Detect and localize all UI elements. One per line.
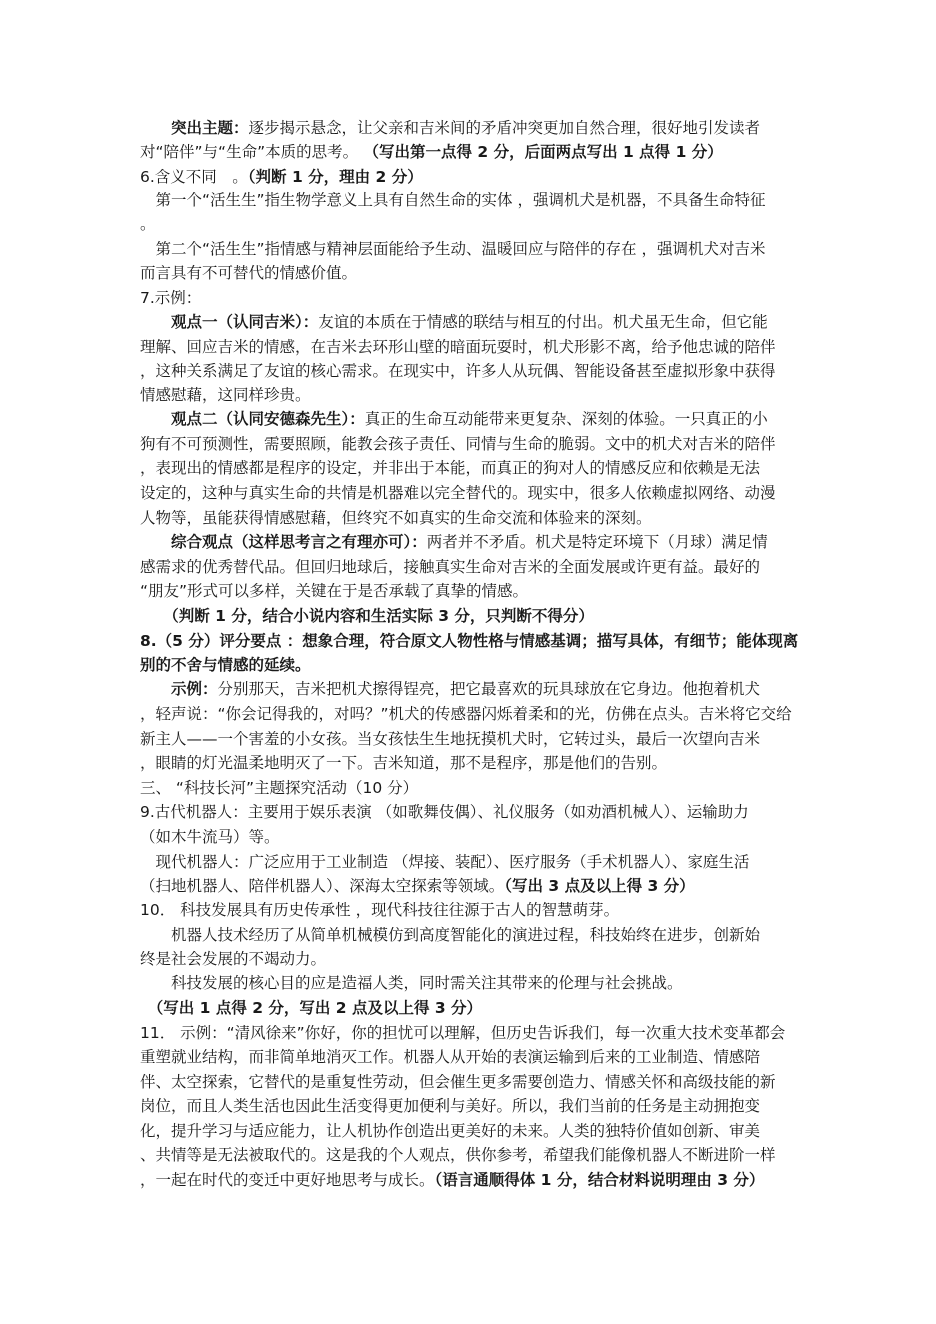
text-segment: 、共情等是无法被取代的。这是我的个人观点，供你参考，希望我们能像机器人不断进阶一样	[140, 1146, 776, 1164]
text-line	[140, 456, 800, 480]
text-line	[140, 359, 800, 383]
text-segment: （如木牛流马）等。	[140, 828, 280, 846]
text-segment: 真正的生命互动能带来更复杂、深刻的体验。一只真正的小	[364, 410, 768, 428]
text-segment: 。	[140, 215, 156, 233]
text-segment: 第一个“活生生”指生物学意义上具有自然生命的实体 ，强调机犬是机器，不具备生命特征	[140, 191, 766, 209]
text-line	[140, 1168, 800, 1192]
text-segment: 三、 “科技长河”主题探究活动（10 分）	[140, 779, 419, 797]
text-line	[140, 579, 800, 603]
bold-text-segment: （写出 3 点及以上得 3 分）	[504, 877, 695, 895]
text-line	[140, 261, 800, 285]
text-line	[140, 923, 800, 947]
text-line	[140, 751, 800, 775]
text-segment: 11． 示例：“清风徐来”你好，你的担忧可以理解，但历史告诉我们，每一次重大技术变革都会	[140, 1024, 786, 1042]
text-segment: 理解、回应吉米的情感，在吉米去环形山壁的暗面玩耍时，机犬形影不离，给予他忠诚的陪伴	[140, 338, 776, 356]
text-line	[140, 850, 800, 874]
text-line	[140, 653, 800, 677]
bold-text-segment: （判断 1 分，结合小说内容和生活实际 3 分，只判断不得分）	[140, 607, 594, 625]
text-segment: 分别那天，吉米把机犬擦得锃亮，把它最喜欢的玩具球放在它身边。他抱着机犬	[217, 680, 761, 698]
text-line	[140, 1070, 800, 1094]
text-line	[140, 702, 800, 726]
text-segment: 第二个“活生生”指情感与精神层面能给予生动、温暖回应与陪伴的存在 ，强调机犬对吉米	[140, 240, 766, 258]
bold-text-segment: 观点一（认同吉米）：	[140, 313, 319, 331]
text-line	[140, 555, 800, 579]
bold-text-segment: 突出主题：	[140, 119, 249, 137]
text-line	[140, 776, 800, 800]
text-line	[140, 727, 800, 751]
text-line	[140, 530, 800, 554]
text-line	[140, 1143, 800, 1167]
text-line	[140, 800, 800, 824]
text-line	[140, 481, 800, 505]
bold-text-segment: （写出第一点得 2 分，后面两点写出 1 点得 1 分）	[358, 143, 723, 161]
text-segment: 机器人技术经历了从简单机械模仿到高度智能化的演进过程，科技始终在进步，创新始	[140, 926, 761, 944]
text-segment: 重塑就业结构，而非简单地消灭工作。机器人从开始的表演运输到后来的工业制造、情感陪	[140, 1048, 761, 1066]
bold-text-segment: 示例：	[140, 680, 218, 698]
text-line	[140, 629, 800, 653]
text-line	[140, 1021, 800, 1045]
text-line	[140, 116, 800, 140]
text-line	[140, 971, 800, 995]
text-line	[140, 188, 800, 212]
text-segment: （扫地机器人、陪伴机器人）、深海太空探索等领域。	[140, 877, 505, 895]
text-segment: ，眼睛的灯光温柔地明灭了一下。吉米知道，那不是程序，那是他们的告别。	[140, 754, 668, 772]
text-segment: “朋友”形式可以多样，关键在于是否承载了真挚的情感。	[140, 582, 529, 600]
text-line	[140, 874, 800, 898]
text-line	[140, 996, 800, 1020]
text-line	[140, 407, 800, 431]
text-line	[140, 212, 800, 236]
text-segment: 而言具有不可替代的情感价值。	[140, 264, 358, 282]
text-line	[140, 604, 800, 628]
text-line	[140, 237, 800, 261]
text-segment: 情感慰藉，这同样珍贵。	[140, 386, 311, 404]
bold-text-segment: （判断 1 分，理由 2 分）	[247, 168, 423, 186]
text-segment: 新主人——一个害羞的小女孩。当女孩怯生生地抚摸机犬时，它转过头，最后一次望向吉米	[140, 730, 761, 748]
text-line	[140, 140, 800, 164]
text-segment: 两者并不矛盾。机犬是特定环境下（月球）满足情	[426, 533, 768, 551]
text-segment: 设定的，这种与真实生命的共情是机器难以完全替代的。现实中，很多人依赖虚拟网络、动漫	[140, 484, 776, 502]
text-segment: 逐步揭示悬念，让父亲和吉米间的矛盾冲突更加自然合理，很好地引发读者	[248, 119, 761, 137]
text-segment: ，轻声说：“你会记得我的，对吗？”机犬的传感器闪烁着柔和的光，仿佛在点头。吉米将它交给	[140, 705, 792, 723]
text-line	[140, 1119, 800, 1143]
text-segment: 7.示例：	[140, 289, 202, 307]
text-segment: 终是社会发展的不竭动力。	[140, 950, 327, 968]
text-segment: 岗位，而且人类生活也因此生活变得更加便利与美好。所以，我们当前的任务是主动拥抱变	[140, 1097, 761, 1115]
text-segment: 科技发展的核心目的应是造福人类，同时需关注其带来的伦理与社会挑战。	[140, 974, 683, 992]
bold-text-segment: 综合观点（这样思考言之有理亦可）：	[140, 533, 427, 551]
text-line	[140, 165, 800, 189]
text-segment: 对“陪伴”与“生命”本质的思考。	[140, 143, 359, 161]
text-line	[140, 898, 800, 922]
text-segment: 6.含义不同 。	[140, 168, 248, 186]
bold-text-segment: 别的不舍与情感的延续。	[140, 656, 311, 674]
text-segment: 友谊的本质在于情感的联结与相互的付出。机犬虽无生命，但它能	[318, 313, 768, 331]
text-segment: 狗有不可预测性，需要照顾，能教会孩子责任、同情与生命的脆弱。文中的机犬对吉米的陪伴	[140, 435, 776, 453]
text-segment: 人物等，虽能获得情感慰藉，但终究不如真实的生命交流和体验来的深刻。	[140, 509, 652, 527]
text-line	[140, 310, 800, 334]
text-line	[140, 677, 800, 701]
bold-text-segment: （写出 1 点得 2 分，写出 2 点及以上得 3 分）	[140, 999, 483, 1017]
text-line	[140, 286, 800, 310]
bold-text-segment: 8.（5 分）评分要点 ：想象合理，符合原文人物性格与情感基调；描写具体，有细节；能体现离	[140, 632, 799, 650]
text-line	[140, 506, 800, 530]
text-segment: 感需求的优秀替代品。但回归地球后，接触真实生命对吉米的全面发展或许更有益。最好的	[140, 558, 761, 576]
text-line	[140, 1045, 800, 1069]
bold-text-segment: 观点二（认同安德森先生）：	[140, 410, 365, 428]
text-segment: ，这种关系满足了友谊的核心需求。在现实中，许多人从玩偶、智能设备甚至虚拟形象中获得	[140, 362, 776, 380]
text-line	[140, 432, 800, 456]
text-segment: 化，提升学习与适应能力，让人机协作创造出更美好的未来。人类的独特价值如创新、审美	[140, 1122, 761, 1140]
text-segment: ，一起在时代的变迁中更好地思考与成长。	[140, 1171, 435, 1189]
text-segment: 伴、太空探索，它替代的是重复性劳动，但会催生更多需要创造力、情感关怀和高级技能的新	[140, 1073, 776, 1091]
text-line	[140, 335, 800, 359]
text-line	[140, 825, 800, 849]
text-segment: 10． 科技发展具有历史传承性 ，现代科技往往源于古人的智慧萌芽。	[140, 901, 620, 919]
bold-text-segment: （语言通顺得体 1 分，结合材料说明理由 3 分）	[434, 1171, 765, 1189]
text-segment: ，表现出的情感都是程序的设定，并非出于本能，而真正的狗对人的情感反应和依赖是无法	[140, 459, 761, 477]
text-line	[140, 1094, 800, 1118]
text-segment: 现代机器人：广泛应用于工业制造 （焊接、装配）、医疗服务（手术机器人）、家庭生活	[140, 853, 750, 871]
text-line	[140, 947, 800, 971]
text-segment: 9.古代机器人：主要用于娱乐表演 （如歌舞伎偶）、礼仪服务（如劝酒机械人）、运输助力	[140, 803, 749, 821]
text-line	[140, 383, 800, 407]
